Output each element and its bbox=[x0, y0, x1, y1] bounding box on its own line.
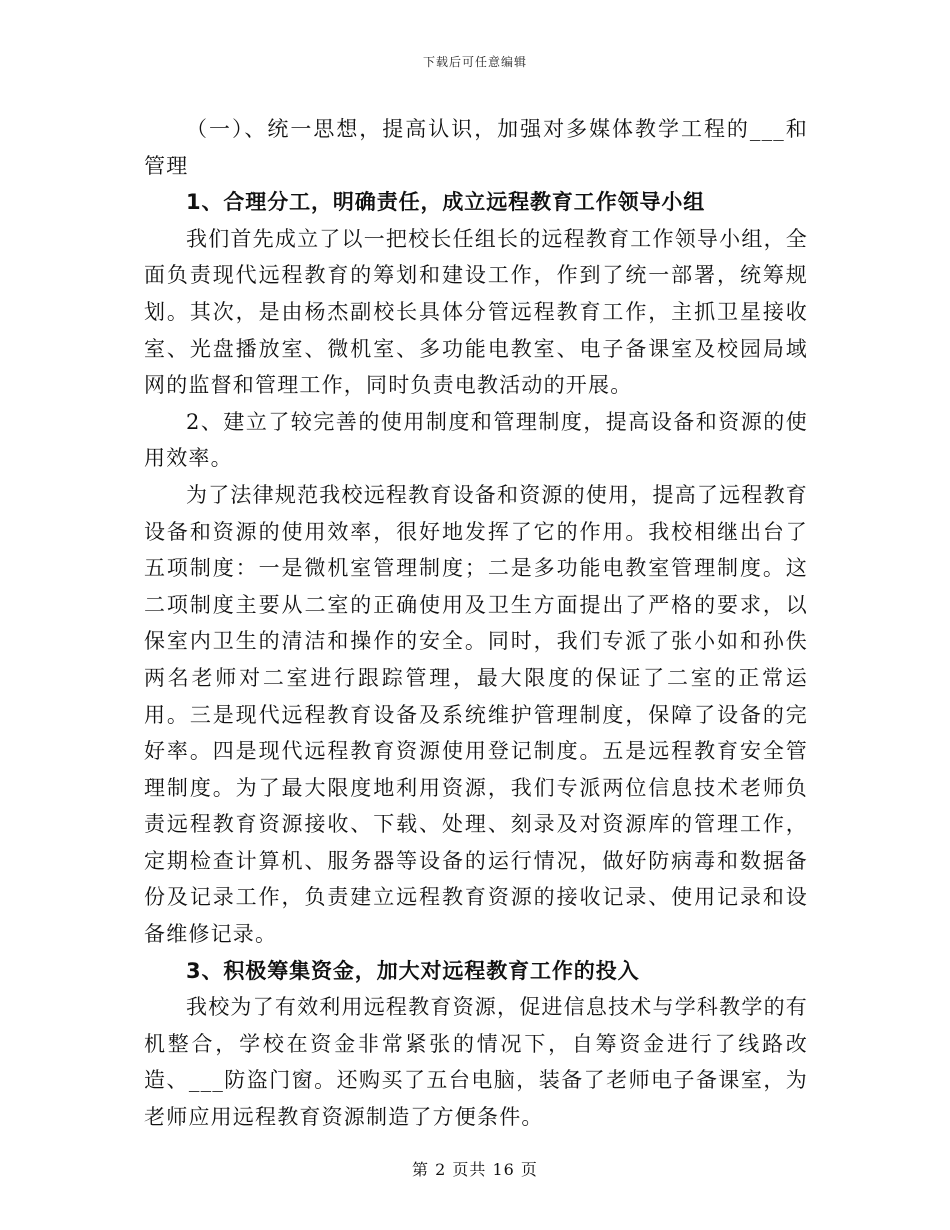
body-paragraph-3: 我校为了有效利用远程教育资源，促进信息技术与学科教学的有机整合，学校在资金非常紧张的情况下，自筹资金进行了线路改造、___防盗门窗。还购买了五台电脑，装备了老师电子备课室，为老师应用远程教育资源制造了方便条件。 bbox=[144, 995, 808, 1130]
body-paragraph-2: 为了法律规范我校远程教育设备和资源的使用，提高了远程教育设备和资源的使用效率，很好地发挥了它的作用。我校相继出台了五项制度：一是微机室管理制度；二是多功能电教室管理制度。这二项制度主要从二室的正确使用及卫生方面提出了严格的要求，以保室内卫生的清洁和操作的安全。同时，我们专派了张小如和孙佚两名老师对二室进行跟踪管理，最大限度的保证了二室的正常运用。三是现代远程教育设备及系统维护管理制度，保障了设备的完好率。四是现代远程教育资源使用登记制度。五是远程教育安全管理制度。为了最大限度地利用资源，我们专派两位信息技术老师负责远程教育资源接收、下载、处理、刻录及对资源库的管理工作，定期检查计算机、服务器等设备的运行情况，做好防病毒和数据备份及记录工作，负责建立远程教育资源的接收记录、使用记录和设备维修记录。 bbox=[144, 482, 808, 947]
document-body bbox=[144, 111, 808, 1136]
page-footer: 第 2 页共 16 页 bbox=[412, 1160, 538, 1179]
subheading-1: 1、合理分工，明确责任，成立远程教育工作领导小组 bbox=[186, 190, 706, 215]
body-paragraph-1: 我们首先成立了以一把校长任组长的远程教育工作领导小组，全面负责现代远程教育的筹划和建设工作，作到了统一部署，统筹规划。其次，是由杨杰副校长具体分管远程教育工作，主抓卫星接收室、光盘播放室、微机室、多功能电教室、电子备课室及校园局域网的监督和管理工作，同时负责电教活动的开展。 bbox=[144, 226, 808, 398]
page-header: 下载后可任意编辑 bbox=[422, 55, 527, 69]
subheading-2: 2、建立了较完善的使用制度和管理制度，提高设备和资源的使用效率。 bbox=[144, 409, 808, 471]
section-heading: （一）、统一思想，提高认识，加强对多媒体教学工程的___和管理 bbox=[144, 117, 808, 178]
subheading-3: 3、积极筹集资金，加大对远程教育工作的投入 bbox=[186, 958, 640, 983]
